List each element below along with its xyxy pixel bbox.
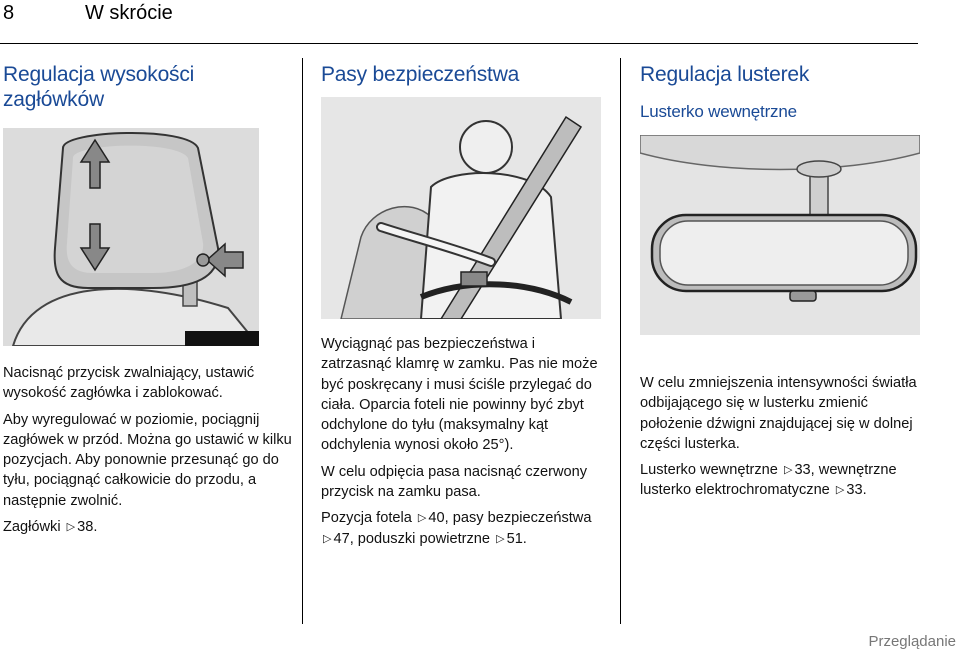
- headrest-adjust-icon: [3, 128, 259, 346]
- section-title: [3, 62, 194, 112]
- column-separator: [620, 58, 621, 624]
- page-number: 8: [3, 2, 15, 24]
- page-title: W skrócie: [85, 2, 173, 24]
- paragraph: W celu zmniejszenia intensywności światła odbijającego się w lusterku zmienić położenie dźwigni znajdującej się w dolnej części lusterka.: [640, 375, 917, 452]
- page-ref-icon: ▷: [783, 464, 793, 477]
- column-separator: [302, 58, 303, 624]
- title-line: zagłówków: [3, 88, 104, 111]
- ref-page: 38.: [77, 519, 98, 536]
- seat-belt-icon: [321, 97, 601, 319]
- title-line: Regulacja wysokości: [3, 63, 195, 86]
- cross-reference[interactable]: [321, 508, 606, 549]
- section-body: [3, 363, 295, 543]
- ref-page: 40, pasy bezpieczeństwa: [428, 510, 592, 527]
- paragraph: Aby wyregulować w poziomie, pociągnij zagłówek w przód. Można go ustawić w kilku pozycjach. Aby ponownie przesunąć go do tyłu, pociągnąć całkowicie do przodu, a następnie zwolnić.: [3, 411, 292, 509]
- paragraph: W celu odpięcia pasa nacisnąć czerwony przycisk na zamku pasa.: [321, 463, 588, 501]
- cross-reference[interactable]: [3, 517, 295, 537]
- mirror-illustration: [640, 135, 920, 357]
- ref-page: 51.: [506, 530, 527, 547]
- cross-reference[interactable]: [640, 460, 920, 501]
- ref-page: 33.: [846, 482, 867, 499]
- page-ref-icon: ▷: [417, 512, 427, 525]
- ref-page: 33, wewnętrzne lusterko elektrochromatyczne: [640, 462, 897, 499]
- section-subtitle: Lusterko wewnętrzne: [640, 102, 797, 121]
- ref-label: Zagłówki: [3, 519, 61, 536]
- ref-label: Pozycja fotela: [321, 510, 412, 527]
- interior-mirror-icon: [640, 135, 920, 357]
- page-ref-icon: ▷: [835, 484, 845, 497]
- page-ref-icon: ▷: [323, 532, 332, 545]
- ref-label: Lusterko wewnętrzne: [640, 462, 778, 479]
- footer-browse-link[interactable]: Przeglądanie: [868, 633, 956, 650]
- page-ref-icon: ▷: [66, 521, 76, 534]
- section-body: [640, 373, 920, 507]
- paragraph: Wyciągnąć pas bezpieczeństwa i zatrzasnąć klamrę w zamku. Pas nie może być poskręcany i musi ściśle przylegać do ciała. Oparcia foteli nie powinny być zbyt odchylone do tyłu (maksymalny kąt odchylenia wynosi około 25°).: [321, 336, 598, 454]
- paragraph: Nacisnąć przycisk zwalniający, ustawić wysokość zagłówka i zablokować.: [3, 365, 255, 402]
- headrest-illustration: [3, 128, 259, 346]
- seatbelt-illustration: [321, 97, 601, 319]
- ref-page: 47, poduszki powietrzne: [333, 530, 491, 547]
- section-title: Regulacja lusterek: [640, 63, 810, 86]
- section-title: Pasy bezpieczeństwa: [321, 63, 520, 86]
- page-ref-icon: ▷: [496, 532, 505, 545]
- section-body: [321, 334, 606, 555]
- header-rule: [0, 43, 918, 44]
